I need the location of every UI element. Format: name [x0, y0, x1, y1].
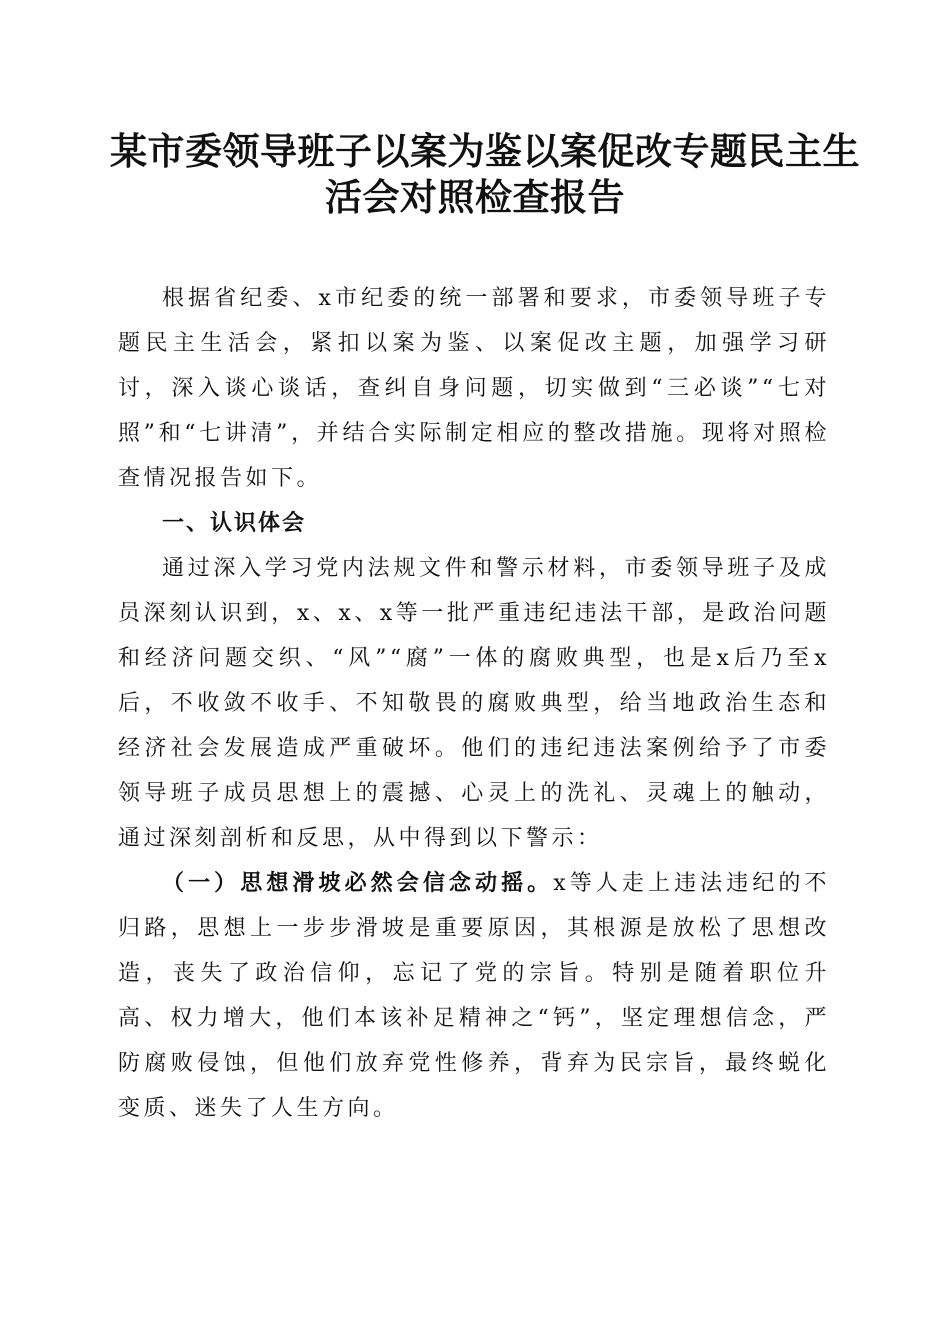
- intro-paragraph: 根据省纪委、x市纪委的统一部署和要求，市委领导班子专题民主生活会，紧扣以案为鉴、以案促改主题，加强学习研讨，深入谈心谈话，查纠自身问题，切实做到“三必谈”“七对照”和“七讲清”，并结合实际制定相应的整改措施。现将对照检查情况报告如下。: [118, 286, 830, 491]
- point-paragraph: [118, 861, 830, 1131]
- section-heading: 一、认识体会: [162, 511, 307, 536]
- section-paragraph: 通过深入学习党内法规文件和警示材料，市委领导班子及成员深刻认识到，x、x、x等一批严重违纪违法干部，是政治问题和经济问题交织、“风”“腐”一体的腐败典型，也是x后乃至x后，不收敛不收手、不知敬畏的腐败典型，给当地政治生态和经济社会发展造成严重破坏。他们的违纪违法案例给予了市委领导班子成员思想上的震撼、心灵上的洗礼、灵魂上的触动，通过深刻剖析和反思，从中得到以下警示：: [118, 556, 830, 851]
- title-line-1: 某市委领导班子以案为鉴以案促改专题民主生: [110, 129, 860, 173]
- document-title: [110, 128, 860, 220]
- point-text: x等人走上违法违纪的不归路，思想上一步步滑坡是重要原因，其根源是放松了思想改造，丧失了政治信仰，忘记了党的宗旨。特别是随着职位升高、权力增大，他们本该补足精神之“钙”，坚定理想信念，严防腐败侵蚀，但他们放弃党性修养，背弃为民宗旨，最终蜕化变质、迷失了人生方向。: [118, 871, 830, 1121]
- document-body: [118, 276, 830, 1131]
- point-heading: （一）思想滑坡必然会信念动摇。: [162, 870, 554, 896]
- title-line-2: 活会对照检查报告: [325, 175, 625, 219]
